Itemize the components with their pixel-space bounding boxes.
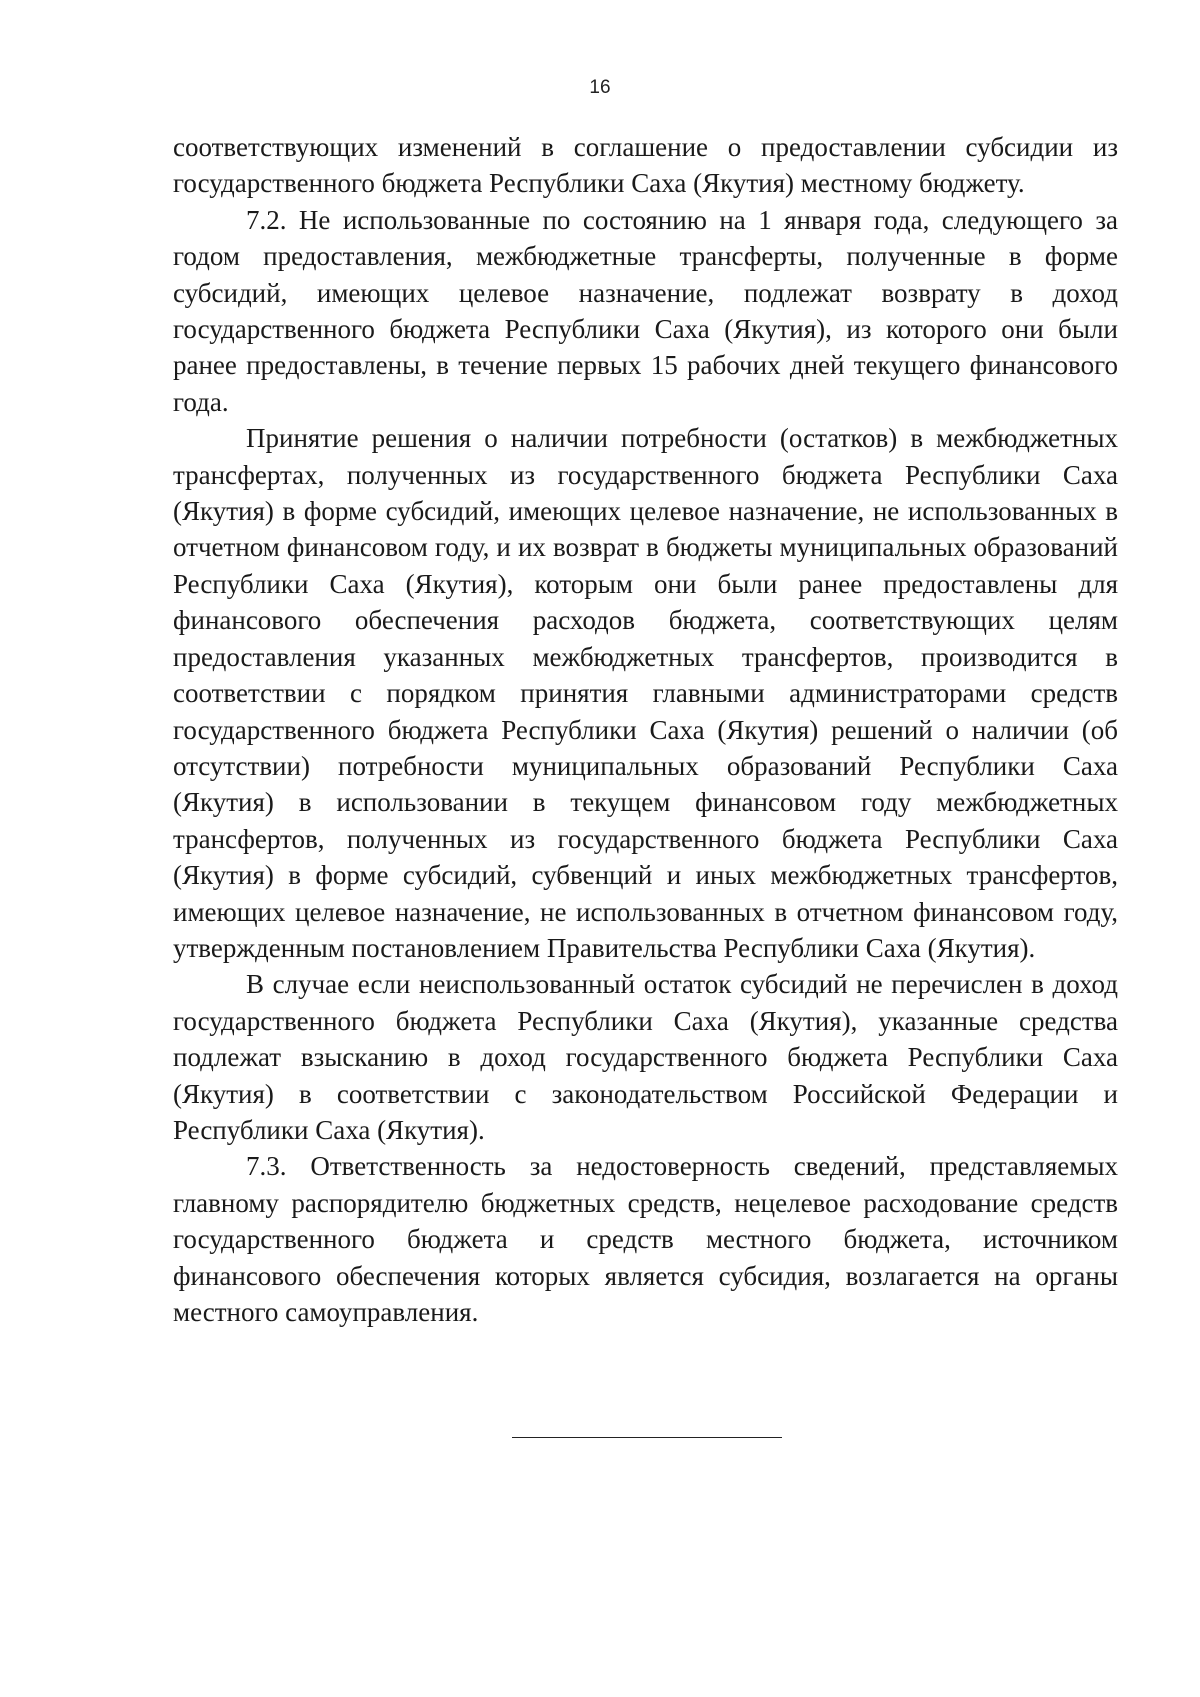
- page-number: 16: [589, 77, 611, 98]
- paragraph-decision-on-need: Принятие решения о наличии потребности (остатков) в межбюджетных трансфертах, полученных из государственного бюджета Республики Саха (Якутия) в форме субсидий, имеющих целевое назначение, не использованных в отчетном финансовом году, и их возврат в бюджеты муниципальных образований Республики Саха (Якутия), которым они были ранее предоставлены для финансового обеспечения расходов бюджета, соответствующих целям предоставления указанных межбюджетных трансфертов, производится в соответствии с порядком принятия главными администраторами средств государственного бюджета Республики Саха (Якутия) решений о наличии (об отсутствии) потребности муниципальных образований Республики Саха (Якутия) в использовании в текущем финансовом году межбюджетных трансфертов, полученных из государственного бюджета Республики Саха (Якутия) в форме субсидий, субвенций и иных межбюджетных трансфертов, имеющих целевое назначение, не использованных в отчетном финансовом году, утвержденным постановлением Правительства Республики Саха (Якутия).: [173, 423, 1118, 963]
- paragraph-7-3: 7.3. Ответственность за недостоверность сведений, представляемых главному распорядителю бюджетных средств, нецелевое расходование средств государственного бюджета и средств местного бюджета, источником финансового обеспечения которых является субсидия, возлагается на органы местного самоуправления.: [173, 1151, 1118, 1327]
- paragraph-continuation: соответствующих изменений в соглашение о предоставлении субсидии из государственного бюджета Республики Саха (Якутия) местному бюджету.: [173, 132, 1118, 199]
- document-body: [173, 129, 1118, 1330]
- paragraph-7-2: 7.2. Не использованные по состоянию на 1 января года, следующего за годом предоставления, межбюджетные трансферты, полученные в форме субсидий, имеющих целевое назначение, подлежат возврату в доход государственного бюджета Республики Саха (Якутия), из которого они были ранее предоставлены, в течение первых 15 рабочих дней текущего финансового года.: [173, 204, 1118, 417]
- paragraph-unspent-balance: В случае если неиспользованный остаток субсидий не перечислен в доход государственного бюджета Республики Саха (Якутия), указанные средства подлежат взысканию в доход государственного бюджета Республики Саха (Якутия) в соответствии с законодательством Российской Федерации и Республики Саха (Якутия).: [173, 969, 1118, 1145]
- end-of-document-rule: [512, 1437, 782, 1438]
